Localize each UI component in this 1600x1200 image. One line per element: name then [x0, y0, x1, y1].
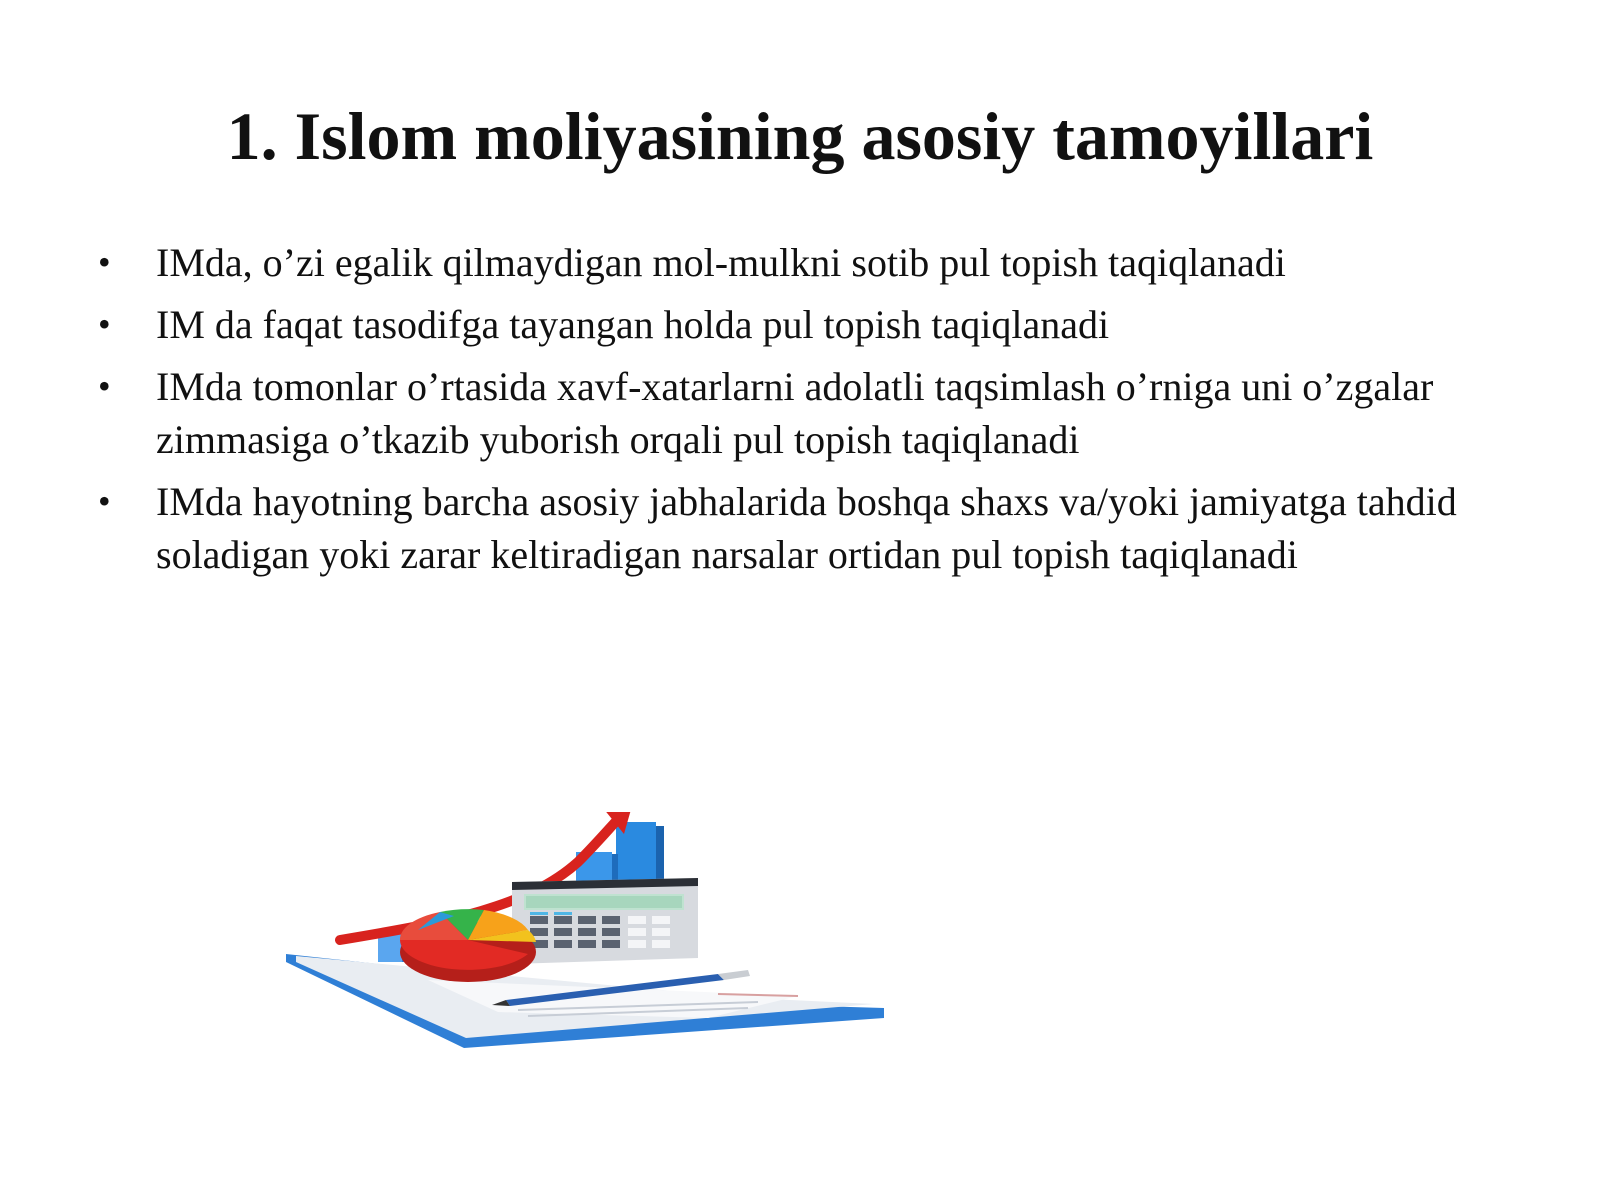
bullet-icon: • [98, 366, 111, 406]
bullet-icon: • [98, 304, 111, 344]
bullet-item [96, 236, 1516, 289]
bullet-text: IMda, o’zi egalik qilmaydigan mol-mulkni sotib pul topish taqiqlanadi [156, 240, 1286, 285]
bullet-list [96, 236, 1516, 590]
calculator-icon [512, 878, 698, 964]
bullet-item [96, 298, 1516, 351]
finance-clipboard-calculator-chart-icon [278, 812, 918, 1082]
bullet-text: IMda tomonlar o’rtasida xavf-xatarlarni adolatli taqsimlash o’rniga uni o’zgalar zimmasiga o’tkazib yuborish orqali pul topish taqiqlanadi [156, 364, 1434, 462]
bullet-icon: • [98, 242, 111, 282]
bullet-icon: • [98, 481, 111, 521]
bullet-text: IM da faqat tasodifga tayangan holda pul topish taqiqlanadi [156, 302, 1110, 347]
bullet-item [96, 475, 1516, 581]
slide-title: 1. Islom moliyasining asosiy tamoyillari [226, 98, 1374, 174]
bullet-item [96, 360, 1516, 466]
bullet-text: IMda hayotning barcha asosiy jabhalarida boshqa shaxs va/yoki jamiyatga tahdid soladigan yoki zarar keltiradigan narsalar ortidan pul topish taqiqlanadi [156, 479, 1457, 577]
pie-chart-icon [400, 909, 536, 982]
